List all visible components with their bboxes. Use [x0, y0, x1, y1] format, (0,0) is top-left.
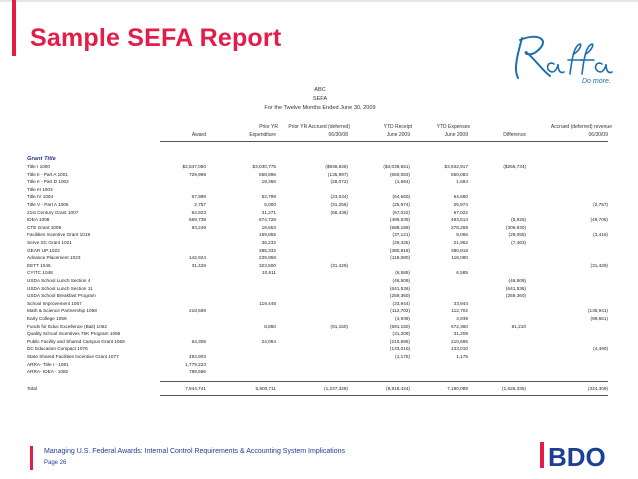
grant-name-cell: DC Education Compact 1076 — [27, 346, 88, 352]
report-name: SEFA — [312, 96, 328, 102]
slide-title: Sample SEFA Report — [30, 24, 282, 52]
amount-cell: ($938,846) — [325, 164, 348, 169]
amount-cell: (31,429) — [590, 262, 608, 268]
grant-name-cell: Facilities Incentive Grant 1019 — [27, 232, 91, 238]
amount-cell: (135,997) — [327, 171, 348, 177]
amount-cell: (4,939) — [395, 316, 410, 321]
amount-cell: 674,728 — [259, 217, 276, 223]
grant-name-cell: EETT 1046 — [27, 262, 51, 268]
amount-cell: 2,757 — [194, 202, 206, 207]
amount-cell: 19,366 — [261, 179, 276, 185]
amount-cell: 24,064 — [261, 338, 276, 344]
amount-cell: 239,958 — [259, 255, 276, 261]
amount-cell: (8,818,424) — [386, 385, 410, 391]
amount-cell: 729,969 — [189, 171, 206, 177]
amount-cell: 81,210 — [511, 323, 526, 329]
amount-cell: 1,779,223 — [185, 361, 206, 367]
amount-cell: 21,962 — [453, 240, 468, 245]
amount-cell: 119,448 — [259, 300, 276, 306]
grant-title-heading: Grant Title — [27, 156, 56, 162]
amount-cell: 210,695 — [451, 338, 468, 344]
amount-cell: (641,536) — [505, 285, 526, 291]
amount-cell: 323,500 — [259, 262, 276, 268]
amount-cell: (6,585) — [395, 270, 410, 276]
amount-cell: (588,189) — [389, 224, 410, 230]
amount-cell: (31,256) — [330, 202, 348, 207]
amount-cell: 31,271 — [261, 209, 276, 215]
grant-name-cell: Title I 1000 — [27, 164, 51, 169]
amount-cell: (99,661) — [590, 316, 608, 321]
amount-cell: 112,702 — [451, 308, 468, 314]
amount-cell: (46,509) — [392, 278, 410, 283]
amount-cell: (29,425) — [392, 240, 410, 245]
grant-name-cell: State Shared Facilities Incentive Grant 1077 — [27, 354, 119, 359]
grant-name-cell: CTE Grant 1009 — [27, 224, 62, 230]
amount-cell: (28,072) — [330, 179, 348, 185]
amount-cell: (1,237,328) — [324, 385, 348, 391]
amount-cell: (2,757) — [593, 202, 608, 207]
grant-name-cell: Total — [27, 385, 37, 391]
amount-cell: 4,939 — [456, 316, 468, 321]
column-header-ytd-expenses: YTD Expenses — [436, 124, 470, 130]
report-period: For the Twelve Months Ended June 30, 2009 — [264, 105, 376, 111]
amount-cell: 7,190,089 — [447, 385, 468, 391]
amount-cell: (3,416) — [593, 232, 608, 238]
grant-name-cell: 21st Century Grant 1007 — [27, 209, 79, 215]
column-header-accrued-revenue: Accrued (deferred) revenue — [550, 124, 612, 130]
amount-cell: 67,989 — [191, 194, 206, 200]
amount-cell: 118,080 — [451, 255, 468, 261]
amount-cell: 31,429 — [191, 262, 206, 268]
amount-cell: (591,150) — [389, 323, 410, 329]
amount-cell: (4,490) — [593, 346, 608, 352]
amount-cell: (135,941) — [587, 308, 608, 314]
grant-name-cell: USDA School Lunch Section 4 — [27, 278, 91, 283]
report-entity: ABC — [314, 87, 326, 93]
grant-name-cell: Title II - Part D 1002 — [27, 179, 69, 185]
amount-cell: 52,799 — [261, 194, 276, 200]
grant-name-cell: ARRA- IDEA - 1082 — [27, 369, 69, 375]
amount-cell: $2,547,050 — [182, 164, 206, 169]
amount-cell: (7,463) — [511, 240, 526, 245]
amount-cell: (380,818) — [389, 247, 410, 253]
amount-cell: 64,923 — [191, 209, 206, 215]
amount-cell: (324,309) — [587, 385, 608, 391]
table-row — [0, 369, 638, 377]
column-header-award: Award — [191, 132, 206, 138]
amount-cell: (650,083) — [389, 171, 410, 177]
grant-name-cell: ARRA- Title I - 1081 — [27, 361, 69, 367]
amount-cell: 8,850 — [264, 323, 276, 329]
bdo-logo-text: BDO — [548, 442, 606, 472]
amount-cell: 64,305 — [191, 338, 206, 344]
amount-cell: (31,429) — [330, 262, 348, 268]
total-double-rule — [160, 395, 608, 396]
bdo-logo — [540, 438, 630, 472]
amount-cell: (5,925) — [511, 217, 526, 223]
grant-name-cell: Quality School Incentives 75K Program 1065 — [27, 331, 121, 337]
amount-cell: 788,586 — [189, 369, 206, 375]
grant-name-cell: USDA School Lunch Section 11 — [27, 285, 93, 291]
bdo-red-bar-icon — [540, 442, 544, 468]
grant-name-cell: CYITC 1048 — [27, 270, 53, 276]
amount-cell: (49,706) — [590, 217, 608, 223]
amount-cell: (91,150) — [330, 323, 348, 329]
amount-cell: (210,695) — [389, 338, 410, 344]
grant-name-cell: USDA School Breakfast Program — [27, 293, 96, 299]
amount-cell: (29,055) — [508, 232, 526, 238]
amount-cell: (499,539) — [389, 217, 410, 223]
amount-cell: 10,611 — [262, 270, 276, 276]
total-rule — [160, 381, 608, 382]
amount-cell: 218,569 — [189, 308, 206, 314]
page-number: Page 26 — [44, 460, 67, 466]
amount-cell: 159,855 — [259, 232, 276, 238]
amount-cell: 7,944,741 — [185, 385, 206, 391]
amount-cell: (64,660) — [392, 194, 410, 200]
footer-accent-bar — [30, 446, 33, 470]
footer-text: Managing U.S. Federal Awards: Internal Control Requirements & Accounting System Implications — [44, 448, 346, 455]
amount-cell: (25,974) — [392, 202, 410, 207]
grant-name-cell: Public Facility and Shared Campus Grant 1069 — [27, 338, 125, 344]
grant-name-cell: Title IV 1004 — [27, 194, 54, 200]
total-row — [0, 386, 638, 394]
amount-cell: (259,360) — [389, 293, 410, 299]
grant-name-cell: Title V - Part A 1005 — [27, 202, 69, 207]
grant-name-cell: Title II - Part A 1001 — [27, 171, 68, 177]
amount-cell: (112,702) — [390, 308, 410, 314]
grant-name-cell: Advance Placement 1023 — [27, 255, 81, 261]
amount-cell: (1,684) — [395, 179, 410, 185]
amount-cell: 669,738 — [189, 217, 206, 223]
amount-cell: 278,259 — [451, 224, 468, 230]
column-header-expenses-date: June 2009 — [444, 132, 468, 138]
amount-cell: 493,903 — [189, 354, 206, 359]
column-header-prior-accrued: Prior YR Accrued (deferred) — [288, 124, 350, 130]
amount-cell: $3,030,775 — [252, 164, 276, 169]
amount-cell: (23,044) — [330, 194, 348, 200]
amount-cell: 5,000 — [264, 202, 276, 207]
amount-cell: 31,209 — [453, 331, 468, 337]
amount-cell: (31,209) — [392, 331, 410, 337]
amount-cell: ($266,734) — [503, 164, 526, 169]
amount-cell: (66,436) — [330, 209, 348, 215]
amount-cell: ($4,039,651) — [383, 164, 410, 169]
amount-cell: 67,022 — [453, 209, 468, 215]
amount-cell: (1,175) — [395, 354, 410, 359]
logo-tagline: Do more. — [582, 78, 611, 85]
amount-cell: (67,022) — [392, 209, 410, 215]
grant-name-cell: IDEA 1008 — [27, 217, 50, 223]
amount-cell: 133,010 — [451, 346, 468, 352]
amount-cell: 380,818 — [451, 247, 468, 253]
header-rule — [160, 141, 608, 142]
amount-cell: 36,232 — [261, 240, 276, 245]
amount-cell: 8,066 — [456, 232, 468, 238]
column-header-receipt-date: June 2009 — [386, 132, 410, 138]
amount-cell: (118,080) — [390, 255, 410, 261]
amount-cell: (259,360) — [505, 293, 526, 299]
grant-name-cell: Title III 1003 — [27, 186, 53, 192]
amount-cell: 6,585 — [456, 270, 468, 276]
amount-cell: 493,614 — [451, 217, 468, 223]
column-header-ytd-receipt: YTD Receipt — [383, 124, 412, 130]
amount-cell: (1,626,335) — [502, 385, 526, 391]
amount-cell: 25,974 — [453, 202, 468, 207]
amount-cell: (46,509) — [508, 278, 526, 283]
amount-cell: (133,010) — [389, 346, 410, 352]
column-header-prior-date: 06/30/08 — [328, 132, 348, 138]
grant-name-cell: GEAR UP 1022 — [27, 247, 60, 253]
amount-cell: 658,896 — [259, 171, 276, 177]
amount-cell: 64,660 — [453, 194, 468, 200]
column-header-revenue-date: 06/30/09 — [588, 132, 608, 138]
amount-cell: 18,653 — [261, 224, 276, 230]
grant-name-cell: Serve SC Grant 1021 — [27, 240, 72, 245]
amount-cell: 672,360 — [451, 323, 468, 329]
amount-cell: (309,930) — [505, 224, 526, 230]
grant-name-cell: Funds for Educ Excellence (Bait) 1062 — [27, 323, 107, 329]
amount-cell: $3,932,917 — [444, 164, 468, 169]
amount-cell: 1,684 — [456, 179, 468, 185]
amount-cell: 285,332 — [259, 247, 276, 253]
amount-cell: 650,083 — [451, 171, 468, 177]
amount-cell: (641,536) — [389, 285, 410, 291]
amount-cell: (33,944) — [392, 300, 410, 306]
grant-name-cell: Math & Science Partnership 1058 — [27, 308, 97, 314]
column-header-expenditure: Expenditure — [249, 132, 276, 138]
grant-name-cell: School Improvement 1057 — [27, 300, 82, 306]
column-header-prior-yr: Prior YR — [259, 124, 278, 130]
column-header-difference: Difference — [503, 132, 526, 138]
amount-cell: 93,249 — [191, 224, 206, 230]
amount-cell: 5,900,711 — [255, 385, 276, 391]
amount-cell: (37,121) — [392, 232, 410, 238]
amount-cell: 1,175 — [456, 354, 468, 359]
amount-cell: 33,944 — [453, 300, 468, 306]
amount-cell: 142,924 — [189, 255, 206, 261]
grant-name-cell: Early College 1059 — [27, 316, 67, 321]
